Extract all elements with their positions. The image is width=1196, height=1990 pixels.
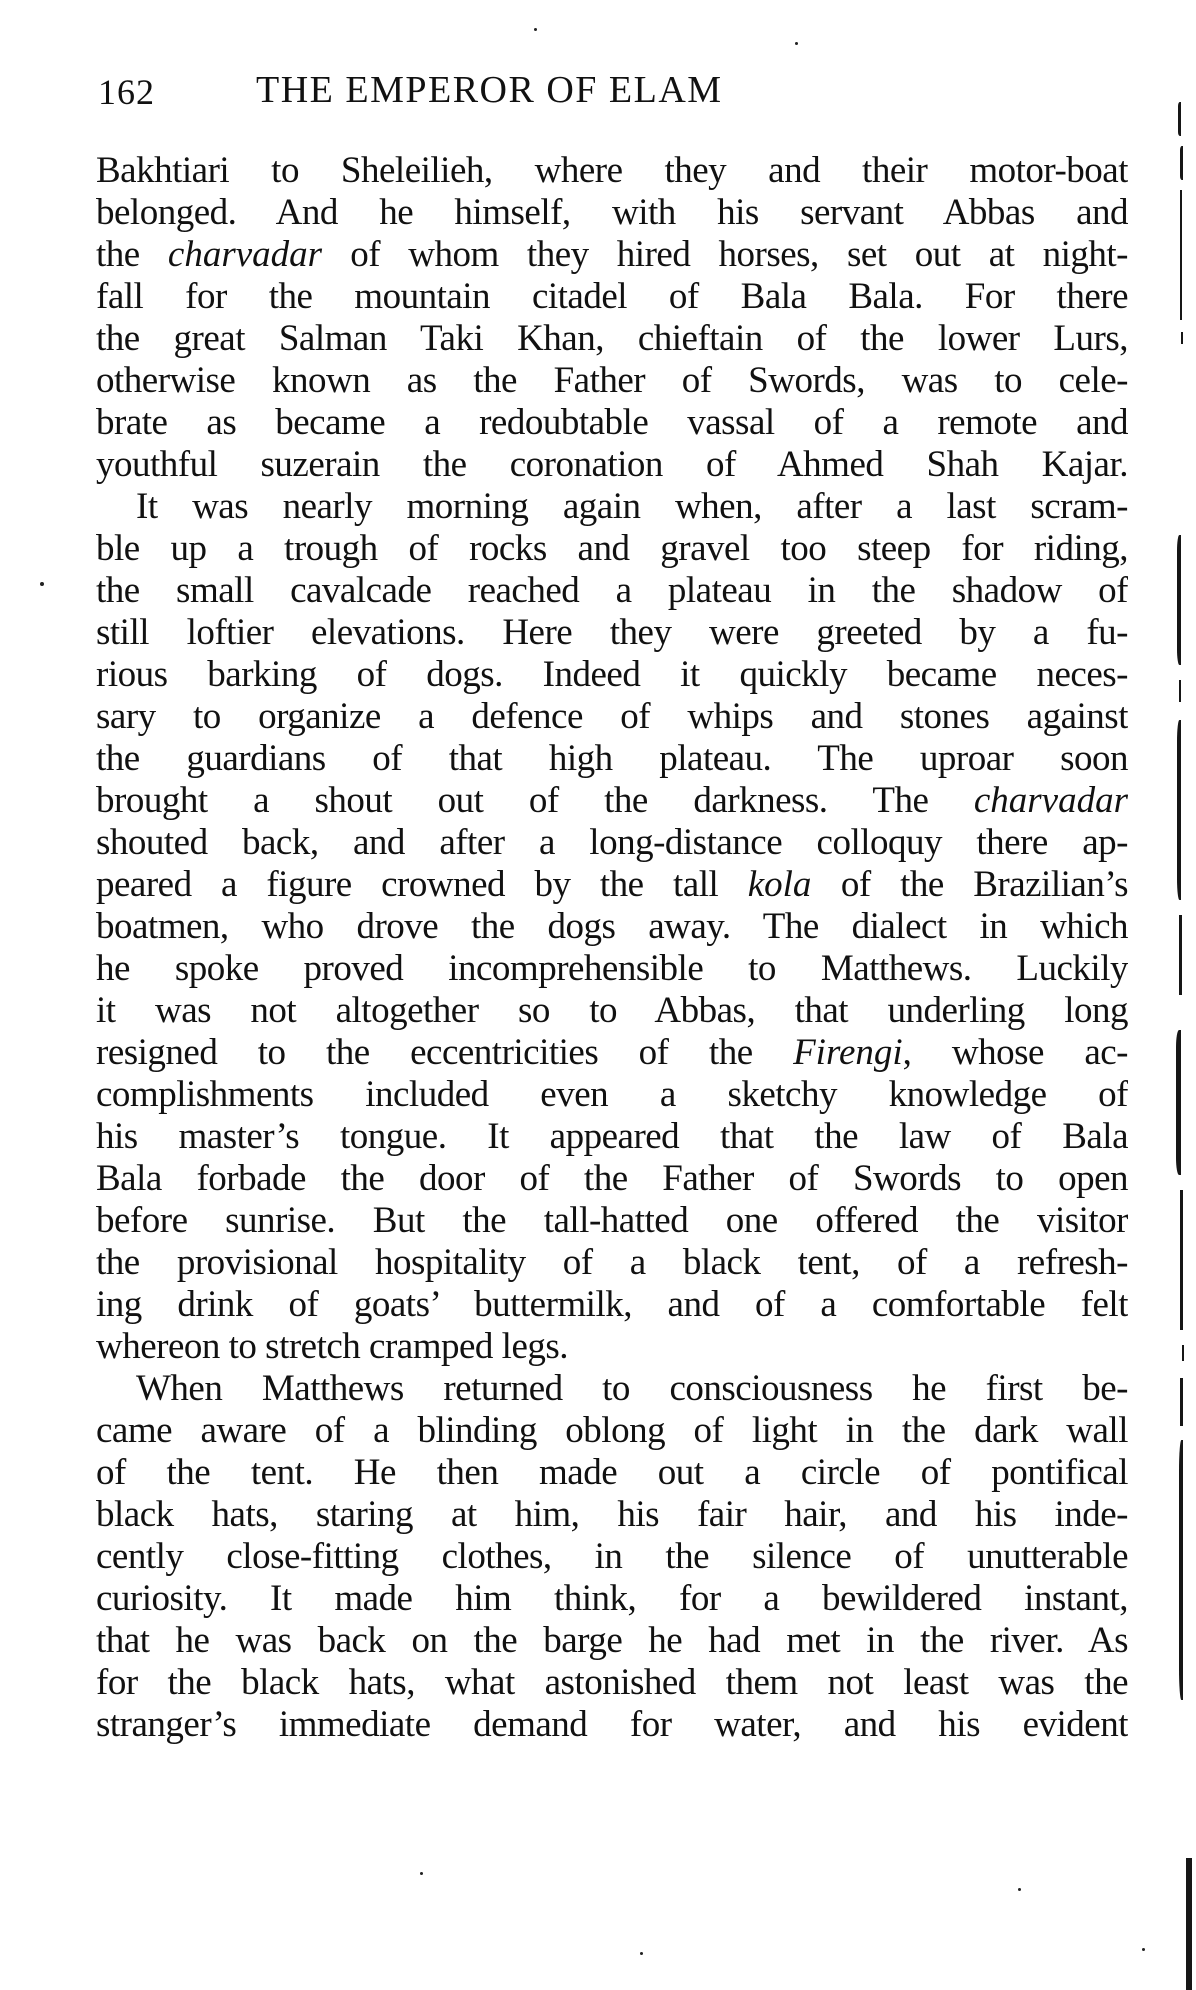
text-segment: the great Salman Taki Khan, chieftain of the lower Lurs, [96, 318, 1128, 359]
italic-text: Firengi [793, 1032, 903, 1073]
text-segment: the [96, 234, 168, 275]
text-segment: ble up a trough of rocks and gravel too steep for riding, [96, 528, 1128, 569]
scan-speck [640, 1952, 643, 1955]
scan-speck [534, 28, 537, 31]
page-number: 162 [98, 72, 155, 112]
text-segment: the small cavalcade reached a plateau in the shadow of [96, 570, 1128, 611]
text-segment: sary to organize a defence of whips and stones against [96, 696, 1128, 737]
text-line [96, 948, 1128, 990]
text-segment: otherwise known as the Father of Swords, was to cele- [96, 360, 1128, 401]
text-segment: of the tent. He then made out a circle of pontifical [96, 1452, 1128, 1493]
text-segment: youthful suzerain the coronation of Ahmed Shah Kajar. [96, 444, 1128, 485]
text-segment: complishments included even a sketchy knowledge of [96, 1074, 1128, 1115]
text-segment: ing drink of goats’ buttermilk, and of a comfortable felt [96, 1284, 1128, 1325]
text-segment: It was nearly morning again when, after a last scram- [136, 486, 1128, 527]
text-segment: fall for the mountain citadel of Bala Bala. For there [96, 276, 1128, 317]
text-segment: shouted back, and after a long-distance colloquy there ap- [96, 822, 1128, 863]
scan-artifact [1177, 720, 1181, 900]
scan-artifact [1180, 190, 1182, 320]
scan-artifact [1178, 102, 1181, 136]
text-line [96, 822, 1128, 864]
text-line [96, 654, 1128, 696]
text-line [96, 360, 1128, 402]
text-segment: brate as became a redoubtable vassal of a remote and [96, 402, 1128, 443]
text-segment: the provisional hospitality of a black tent, of a refresh- [96, 1242, 1128, 1283]
running-header [0, 68, 1196, 114]
text-segment: that he was back on the barge he had met in the river. As [96, 1620, 1128, 1661]
text-line [96, 402, 1128, 444]
text-segment: boatmen, who drove the dogs away. The dialect in which [96, 906, 1128, 947]
text-line [96, 1200, 1128, 1242]
text-line [96, 318, 1128, 360]
text-segment: stranger’s immediate demand for water, and his evident [96, 1704, 1128, 1745]
text-line [96, 696, 1128, 738]
text-line [96, 276, 1128, 318]
text-segment: of the Brazilian’s [811, 864, 1128, 905]
paragraph [96, 150, 1128, 486]
text-line [96, 1536, 1128, 1578]
text-line [96, 1242, 1128, 1284]
italic-text: charvadar [167, 234, 323, 275]
scan-speck [420, 1872, 423, 1875]
text-line [96, 1452, 1128, 1494]
text-segment: , whose ac- [902, 1032, 1128, 1073]
text-segment: curiosity. It made him think, for a bewildered instant, [96, 1578, 1128, 1619]
text-segment: resigned to the eccentricities of the [96, 1032, 794, 1073]
text-segment: still loftier elevations. Here they were greeted by a fu- [96, 612, 1128, 653]
scan-artifact [1179, 680, 1181, 702]
scan-artifact [1180, 1190, 1183, 1330]
text-segment: it was not altogether so to Abbas, that underling long [96, 990, 1128, 1031]
text-segment: rious barking of dogs. Indeed it quickly became neces- [96, 654, 1128, 695]
scan-speck [40, 582, 44, 586]
text-segment: belonged. And he himself, with his servant Abbas and [96, 192, 1128, 233]
text-line [96, 1116, 1128, 1158]
text-segment: whereon to stretch cramped legs. [96, 1326, 569, 1367]
text-line [96, 990, 1128, 1032]
scan-speck [795, 42, 798, 45]
text-line [96, 612, 1128, 654]
text-segment: the guardians of that high plateau. The uproar soon [96, 738, 1128, 779]
scan-artifact [1181, 332, 1183, 344]
text-line [96, 738, 1128, 780]
text-line [96, 1158, 1128, 1200]
text-segment: his master’s tongue. It appeared that the law of Bala [96, 1116, 1128, 1157]
text-segment: Bakhtiari to Sheleilieh, where they and their motor-boat [96, 150, 1128, 191]
page-header-title: THE EMPEROR OF ELAM [256, 69, 723, 111]
text-line [96, 864, 1128, 906]
text-line [96, 906, 1128, 948]
page-body [96, 150, 1128, 1746]
scan-artifact [1177, 535, 1181, 665]
text-line [96, 1662, 1128, 1704]
text-line [96, 486, 1128, 528]
text-segment: before sunrise. But the tall-hatted one offered the visitor [96, 1200, 1128, 1241]
text-segment: Bala forbade the door of the Father of Swords to open [96, 1158, 1128, 1199]
text-line [96, 528, 1128, 570]
scan-speck [1018, 1888, 1021, 1891]
text-line [96, 1284, 1128, 1326]
scan-artifact [1179, 1440, 1183, 1700]
scan-artifact [1186, 1858, 1192, 1990]
text-segment: peared a figure crowned by the tall [96, 864, 748, 905]
scan-artifact [1179, 915, 1182, 995]
text-line [96, 1326, 1128, 1368]
scan-artifact [1180, 1378, 1183, 1426]
italic-text: charvadar [973, 780, 1128, 821]
text-line [96, 1032, 1128, 1074]
scan-artifact [1176, 1030, 1181, 1175]
paragraph [96, 486, 1128, 1368]
text-line [96, 780, 1128, 822]
text-line [96, 150, 1128, 192]
scan-artifact [1182, 1345, 1184, 1361]
scan-speck [1142, 1948, 1145, 1951]
text-line [96, 234, 1128, 276]
italic-text: kola [747, 864, 812, 905]
text-segment: When Matthews returned to consciousness he first be- [136, 1368, 1128, 1409]
text-line [96, 1074, 1128, 1116]
text-segment: cently close-fitting clothes, in the silence of unutterable [96, 1536, 1128, 1577]
text-segment: he spoke proved incomprehensible to Matthews. Luckily [96, 948, 1128, 989]
text-line [96, 1620, 1128, 1662]
text-line [96, 444, 1128, 486]
scan-artifact [1180, 146, 1183, 180]
text-line [96, 192, 1128, 234]
text-segment: black hats, staring at him, his fair hair, and his inde- [96, 1494, 1128, 1535]
text-line [96, 1578, 1128, 1620]
text-line [96, 1368, 1128, 1410]
text-segment: came aware of a blinding oblong of light in the dark wall [96, 1410, 1128, 1451]
text-segment: brought a shout out of the darkness. The [96, 780, 974, 821]
paragraph [96, 1368, 1128, 1746]
text-segment: of whom they hired horses, set out at night- [322, 234, 1128, 275]
text-line [96, 1704, 1128, 1746]
text-line [96, 1410, 1128, 1452]
text-segment: for the black hats, what astonished them not least was the [96, 1662, 1128, 1703]
text-line [96, 1494, 1128, 1536]
text-line [96, 570, 1128, 612]
